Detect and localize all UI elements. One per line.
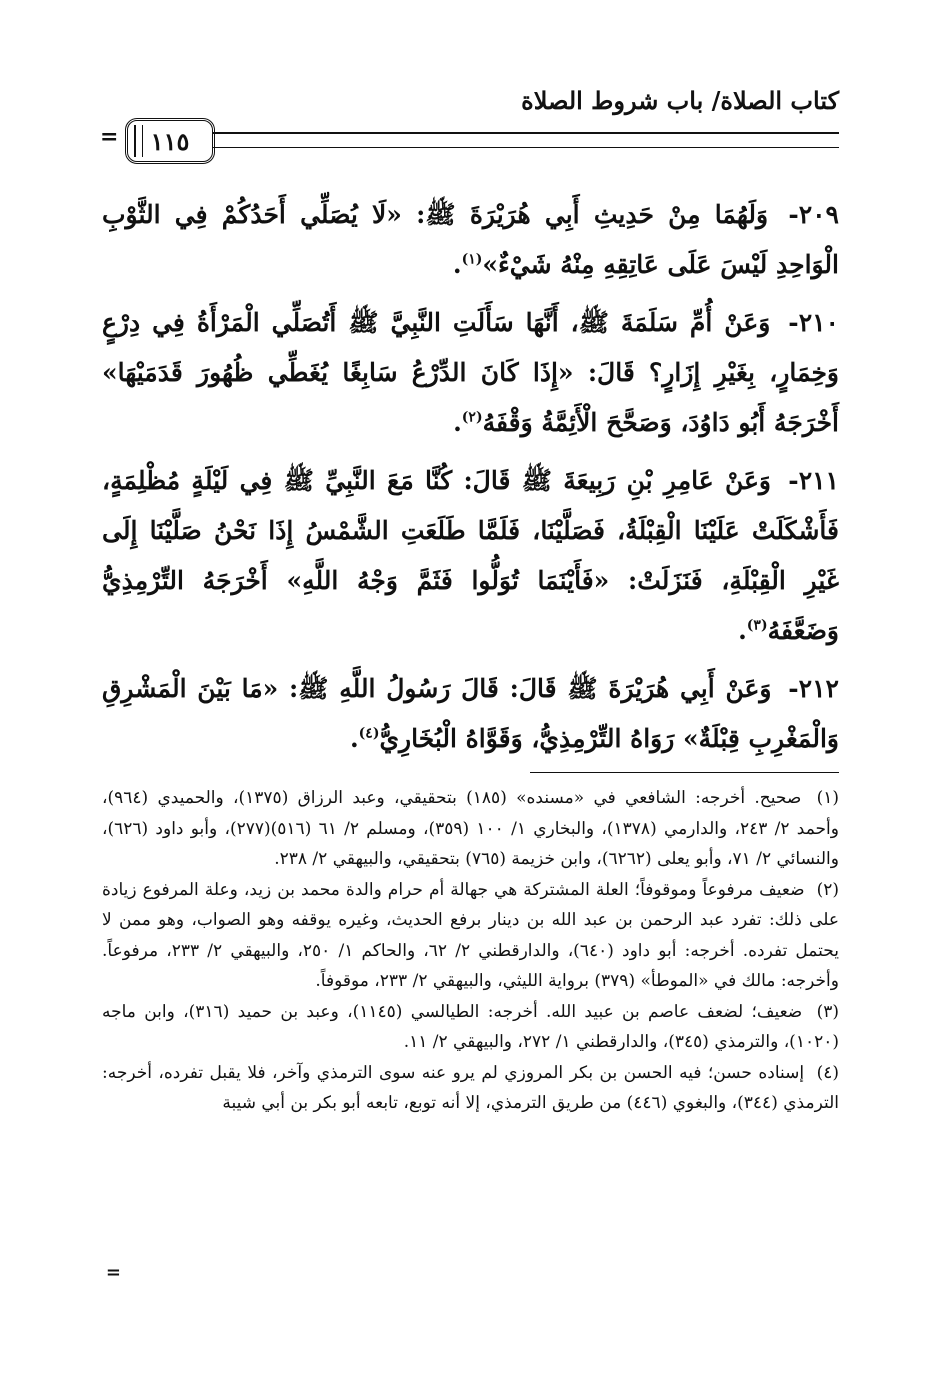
page-number-text: ١١٥	[150, 126, 190, 156]
hadith-source: أَخْرَجَهُ أَبُو دَاوُدَ، وَصَحَّحَ الْأَئِمَّةُ وَقْفَهُ	[482, 408, 839, 437]
footnote-text: ضعيف مرفوعاً وموقوفاً؛ العلة المشتركة هي جهالة أم حرام والدة محمد بن زيد، وعلة المرفوع زيادة على ذلك: تفرد عبد الرحمن بن عبد الله بن دينار برفع الحديث، وغيره يوقفه وهو الصواب، وهو ممن لا يحتمل تفرده. أخرجه: أبو داود (٦٤٠)، والدارقطني ٢/ ٦٢، والحاكم ١/ ٢٥٠، والبيهقي ٢/ ٢٣٣، مرفوعاً. وأخرجه: مالك في «الموطأ» (٣٧٩) برواية الليثي، والبيهقي ٢/ ٢٣٣، موقوفاً.	[102, 879, 839, 991]
hadith-number: ٢١٢-	[788, 674, 839, 703]
footnote-ref: (٤)	[358, 725, 380, 742]
hadith-lead: وَعَنْ عَامِرِ بْنِ رَبِيعَةَ ﷺ قَالَ:	[463, 466, 771, 495]
header-edge-mark: =	[100, 124, 119, 150]
footnote-number: (٢)	[816, 879, 840, 900]
hadith-211	[102, 456, 839, 656]
hadith-209	[102, 190, 839, 290]
header-rule	[212, 132, 839, 134]
footnote-text: ضعيف؛ لضعف عاصم بن عبيد الله. أخرجه: الطيالسي (١١٤٥)، وعبد بن حميد (٣١٦)، وابن ماجه (١٠٢٠)، والترمذي (٣٤٥)، والدارقطني ١/ ٢٧٢، والبيهقي ٢/ ١١.	[102, 1001, 839, 1052]
hadith-tail: .	[452, 250, 462, 279]
footnote-1	[102, 783, 839, 875]
hadith-210	[102, 298, 839, 448]
page-number	[125, 118, 215, 164]
hadith-quote: «لَا يُصَلِّي أَحَدُكُمْ فِي الثَّوْبِ الْوَاحِدِ لَيْسَ عَلَى عَاتِقِهِ مِنْهُ شَيْءٌ»	[102, 200, 839, 279]
footnote-ref: (٢)	[461, 409, 483, 426]
footnote-separator	[530, 772, 839, 773]
footnote-number: (٤)	[816, 1062, 839, 1083]
footnote-text: إسناده حسن؛ فيه الحسن بن بكر المروزي لم يرو عنه سوى الترمذي وآخر، فلا يقبل تفرده، أخرجه: الترمذي (٣٤٤)، والبغوي (٤٤٦) من طريق الترمذي، إلا أنه توبع، تابعه أبو بكر بن أبي شيبة	[102, 1062, 839, 1113]
hadith-quote: «إِذَا كَانَ الدِّرْعُ سَابِغًا يُغَطِّي ظُهُورَ قَدَمَيْهَا»	[102, 358, 574, 387]
hadith-text-block	[102, 190, 839, 772]
hadith-lead: وَعَنْ أَبِي هُرَيْرَةَ ﷺ قَالَ: قَالَ رَسُولُ اللَّهِ ﷺ:	[289, 674, 772, 703]
hadith-quote: كُنَّا مَعَ النَّبِيِّ ﷺ فِي لَيْلَةٍ مُظْلِمَةٍ، فَأَشْكَلَتْ عَلَيْنَا الْقِبْلَةُ، فَصَلَّيْنَا، فَلَمَّا طَلَعَتِ الشَّمْسُ إِذَا نَحْنُ صَلَّيْنَا إِلَى غَيْرِ الْقِبْلَةِ، فَنَزَلَتْ: «فَأَيْنَمَا تُوَلُّوا فَثَمَّ وَجْهُ اللَّهِ»	[102, 466, 839, 595]
hadith-212	[102, 664, 839, 764]
hadith-tail: .	[738, 616, 747, 645]
footnote-4	[102, 1058, 839, 1119]
footnote-ref: (١)	[461, 251, 483, 268]
hadith-source: رَوَاهُ التِّرْمِذِيُّ، وَقَوَّاهُ الْبُخَارِيُّ	[379, 724, 675, 753]
running-title: كتاب الصلاة/ باب شروط الصلاة	[521, 86, 839, 115]
footnote-3	[102, 997, 839, 1058]
hadith-number: ٢١١-	[788, 466, 839, 495]
hadith-source: أَخْرَجَهُ التِّرْمِذِيُّ وَضَعَّفَهُ	[102, 566, 839, 645]
hadith-quote: «مَا بَيْنَ الْمَشْرِقِ وَالْمَغْرِبِ قِبْلَةٌ»	[102, 674, 839, 753]
footnote-text: صحيح. أخرجه: الشافعي في «مسنده» (١٨٥) بتحقيقي، وعبد الرزاق (١٣٧٥)، والحميدي (٩٦٤)، وأحمد ٢/ ٢٤٣، والدارمي (١٣٧٨)، والبخاري ١/ ١٠٠ (٣٥٩)، ومسلم ٢/ ٦١ (٥١٦)(٢٧٧)، وأبو داود (٦٢٦)، والنسائي ٢/ ٧١، وأبو يعلى (٦٢٦٢)، وابن خزيمة (٧٦٥) بتحقيقي، والبيهقي ٢/ ٢٣٨.	[102, 788, 839, 869]
footnotes	[102, 783, 839, 1119]
hadith-tail: .	[453, 408, 462, 437]
footnote-2	[102, 875, 839, 997]
footnote-ref: (٣)	[746, 617, 768, 634]
hadith-number: ٢٠٩-	[788, 200, 839, 229]
footnote-number: (١)	[816, 788, 839, 808]
header-rule-thin	[212, 147, 839, 148]
continuation-mark: =	[105, 1262, 121, 1283]
hadith-lead: وَلَهُمَا مِنْ حَدِيثِ أَبِي هُرَيْرَةَ ﷺ:	[416, 200, 769, 229]
hadith-number: ٢١٠-	[788, 308, 839, 337]
footnote-number: (٣)	[816, 1001, 839, 1022]
hadith-lead: وَعَنْ أُمِّ سَلَمَةَ ﷺ، أَنَّهَا سَأَلَتِ النَّبِيَّ ﷺ أَتُصَلِّي الْمَرْأَةُ فِي دِرْعٍ وَخِمَارٍ، بِغَيْرِ إِزَارٍ؟ قَالَ:	[102, 308, 839, 387]
hadith-tail: .	[349, 724, 359, 753]
